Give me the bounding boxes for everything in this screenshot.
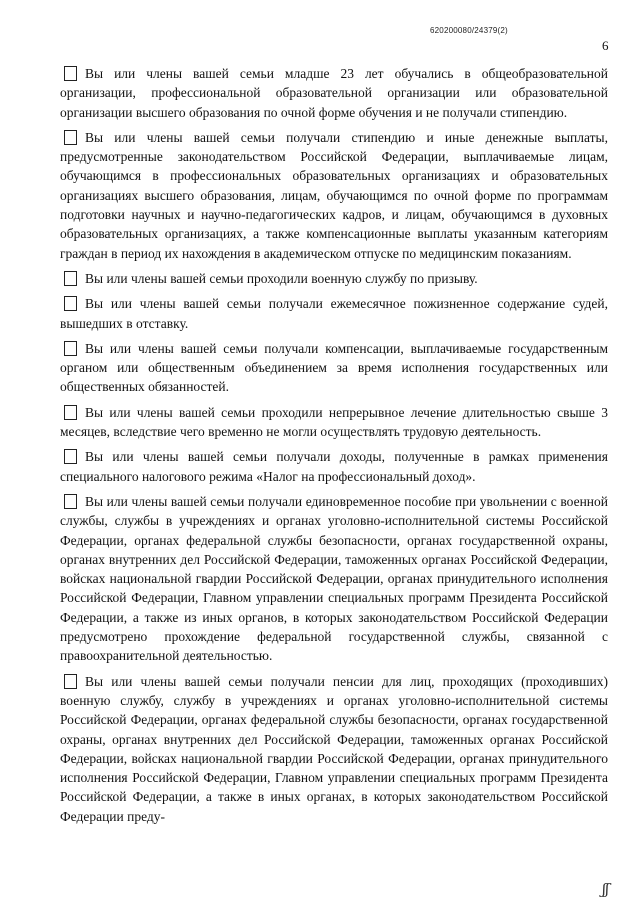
item-text: Вы или члены вашей семьи младше 23 лет обучались в общеобразовательной организации, профессиональной образовательной организации или образовательной организации высшего образования по очной форме обучения и не получали стипендию. [60, 66, 608, 120]
checkbox[interactable] [64, 271, 77, 286]
checkbox[interactable] [64, 66, 77, 81]
list-item [60, 339, 608, 397]
page-number: 6 [602, 38, 609, 53]
checkbox[interactable] [64, 130, 77, 145]
item-text: Вы или члены вашей семьи получали доходы, полученные в рамках применения специального налогового режима «Налог на профессиональный доход». [60, 449, 608, 484]
list-item [60, 269, 608, 288]
questionnaire-list [60, 64, 608, 832]
item-text: Вы или члены вашей семьи получали компенсации, выплачиваемые государственным органом или общественным объединением за время исполнения государственных или общественных обязанностей. [60, 340, 608, 395]
list-item [60, 128, 608, 263]
list-item [60, 672, 608, 826]
handwritten-note: ʃʃ [602, 880, 609, 898]
list-item [60, 492, 608, 666]
checkbox[interactable] [64, 296, 77, 311]
item-text: Вы или члены вашей семьи проходили непрерывное лечение длительностью свыше 3 месяцев, вследствие чего временно не могли осуществлять трудовую деятельность. [60, 404, 608, 440]
checkbox[interactable] [64, 494, 77, 509]
document-id: 620200080/24379(2) [430, 26, 508, 35]
item-text: Вы или члены вашей семьи получали единовременное пособие при увольнении с военной службы, службы в учреждениях и органах уголовно-исполнительной системы Российской Федерации, органах федеральной службы безопасности, органах государственной охраны, органах внутренних дел Российской Федерации, таможенных органах Российской Федерации, войсках национальной гвардии Российской Федерации, органах принудительного исполнения Российской Федерации, Главном управлении специальных программ Президента Российской Федерации, а также из иных органов, в которых законодательством Российской Федерации предусмотрено прохождение федеральной государственной службы, связанной с правоохранительной деятельностью. [60, 493, 608, 664]
item-text: Вы или члены вашей семьи получали ежемесячное пожизненное содержание судей, вышедших в отставку. [60, 296, 608, 331]
checkbox[interactable] [64, 674, 77, 689]
checkbox[interactable] [64, 405, 77, 420]
list-item [60, 64, 608, 122]
list-item [60, 447, 608, 486]
item-text: Вы или члены вашей семьи проходили военную службу по призыву. [85, 270, 478, 286]
checkbox[interactable] [64, 449, 77, 464]
list-item [60, 294, 608, 333]
list-item [60, 403, 608, 442]
item-text: Вы или члены вашей семьи получали пенсии для лиц, проходящих (проходивших) военную службу, службу в учреждениях и органах уголовно-исполнительной системы Российской Федерации, органах федеральной службы безопасности, органах государственной охраны, органах внутренних дел Российской Федерации, таможенных органах Российской Федерации, войсках национальной гвардии Российской Федерации, органах принудительного исполнения Российской Федерации, Главном управлении специальных программ Президента Российской Федерации, а также в иных органах, в которых законодательством Российской Федерации преду- [60, 673, 608, 824]
checkbox[interactable] [64, 341, 77, 356]
item-text: Вы или члены вашей семьи получали стипендию и иные денежные выплаты, предусмотренные законодательством Российской Федерации, выплачиваемые лицам, обучающимся в профессиональных образовательных организациях и образовательных организациях высшего образования, лицам, обучающимся по очной форме по программам подготовки научных и научно-педагогических кадров, и лицам, обучающимся в духовных образовательных организациях, а также компенсационные выплаты указанным категориям граждан в период их нахождения в академическом отпуске по медицинским показаниям. [60, 129, 608, 261]
